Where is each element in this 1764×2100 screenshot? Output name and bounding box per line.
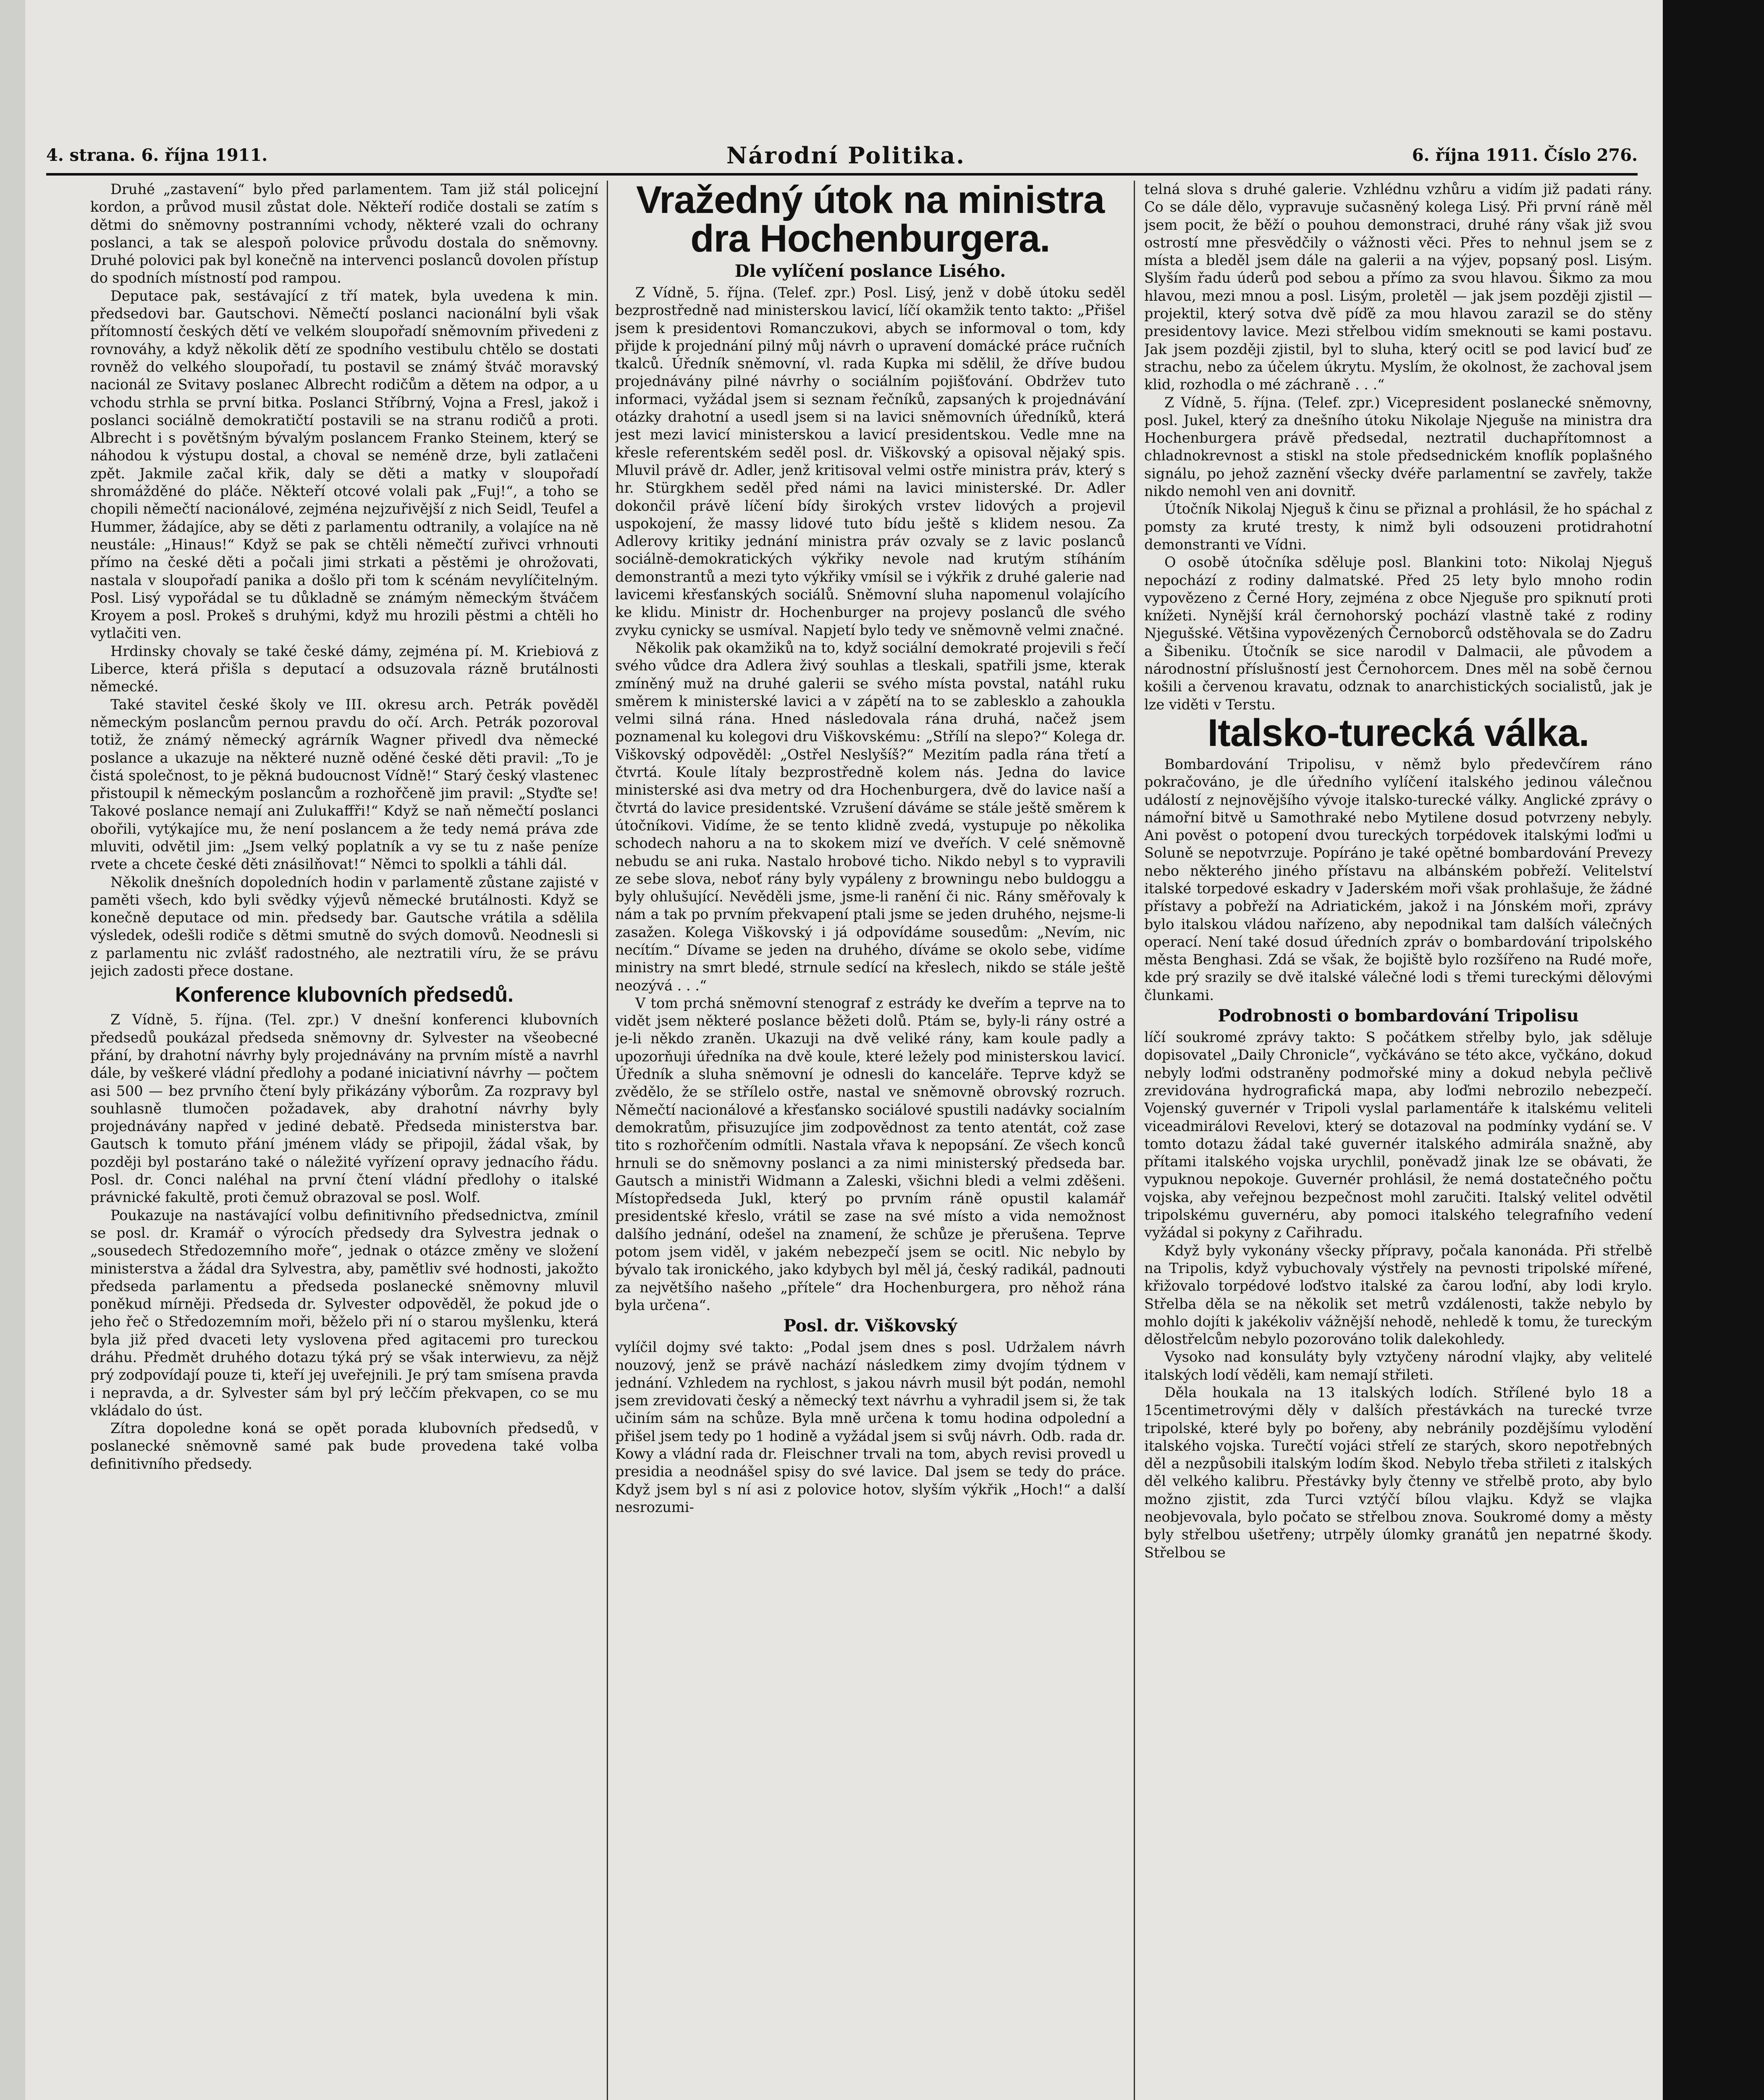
article-paragraph: Bombardování Tripolisu, v němž bylo předevčírem ráno pokračováno, je dle úředního vylíčení italského jedinou válečnou událostí z nejnovějšího vývoje italsko-turecké války. Anglické zprávy o námořní bitvě u Samothraké nebo Mytilene dosud potvrzeny nebyly. Ani pověst o potopení dvou tureckých torpédovek italskými loďmi u Soluně se nepotvrzuje. Popíráno je také opětné bombardování Prevezy nebo některého jiného přístavu na albánském pobřeží. Velitelství italské torpedové eskadry v Jaderském moři však prohlašuje, že žádné přístavy a pobřeží na Adriatickém, jakož i na Jónském moři, zprávy bylo italskou vládou nařízeno, aby nepodnikal tam dalších válečných operací. Není také dosud úředních zpráv o bombardování tripolského města Benghasi. Zdá se však, že bojiště bylo rozšířeno na Rudé moře, kde prý srazily se dvě italské válečné lodi s třemi tureckými dělovými člunkami. [1144, 756, 1652, 1003]
column-divider [1134, 181, 1135, 2100]
article-paragraph: Několik pak okamžiků na to, když sociální demokraté projevili s řečí svého vůdce dra Adlera živý souhlas a tleskali, spatřili jsme, kterak zmíněný muž na druhé galerii se svého místa povstal, natáhl ruku směrem k ministerské lavici a v zápětí na to se zablesklo a zahoukla velmi silná rána. Hned následovala rána druhá, načež jsem poznamenal ku kolegovi dru Viškovskému: „Střílí na slepo?“ Kolega dr. Viškovský odpověděl: „Ostřel Neslyšíš?“ Mezitím padla rána třetí a čtvrtá. Koule lítaly bezprostředně kolem nás. Jedna do lavice ministerské asi dva metry od dra Hochenburgera, dvě do lavice naší a čtvrtá do lavice presidentské. Vzrušení dáváme se stále ještě směrem k útočníkovi. Vidíme, že se tento klidně zvedá, vystupuje po několika schodech nahoru a na to skokem mizí ve dveřích. V celé sněmovně nebudu se ani ruka. Nastalo hrobové ticho. Nikdo nebyl s to vypravili ze sebe slova, neboť rány byly vypáleny z browningu nebo buldoggu a byly ohlušující. Nevěděli jsme, jsme-li ranění či nic. Rány směřovaly k nám a tak po prvním překvapení ptali jsme se jeden druhého, nejsme-li zasažen. Kolega Viškovský i já odpovídáme sousedům: „Nevím, nic necítím.“ Dívame se jeden na druhého, díváme se okolo sebe, vidíme ministry na smrt bledé, strnule sedící na křeslech, nikdo se stále ještě neozývá . . .“ [615, 639, 1125, 994]
article-paragraph: Druhé „zastavení“ bylo před parlamentem. Tam již stál policejní kordon, a průvod musil zůstat dole. Někteří rodiče dostali se zatím s dětmi do sněmovny postranními vchody, některé vzali do ochrany poslanci, a tak se alespoň polovice průvodu dostala do sněmovny. Druhé polovici pak byl konečně na intervenci poslanců dovolen přístup do spodních místností pod rampou. [90, 181, 598, 286]
headline-konference: Konference klubovních předsedů. [175, 983, 514, 1007]
header-left: 4. strana. 6. října 1911. [46, 145, 268, 165]
column-divider [607, 181, 608, 2100]
subheadline: Dle vylíčení poslance Lisého. [734, 261, 1006, 281]
column-1 [90, 181, 598, 2100]
article-paragraph: líčí soukromé zprávy takto: S počátkem střelby bylo, jak sděluje dopisovatel „Daily Chronicle“, vyčkáváno se této akce, vyčkáno, dokud nebyly loďmi odstraněny podmořské miny a dokud nebyla pečlivě zrevidována hydrografická mapa, aby loďmi nebrozilo nebezpečí. Vojenský guvernér v Tripoli vyslal parlamentáře k italskému veliteli viceadmirálovi Revelovi, který se dotazoval na podmínky vydání se. V tomto dotazu žádal také guvernér italského admirála snažně, aby přítami italského vojska urychlil, poněvadž jinak lze se obávati, že vypuknou nepokoje. Guvernér prohlásil, že nemá dostatečného počtu vojska, aby veřejnou bezpečnost mohl zaručiti. Italský velitel odvětil tripolskému guvernéru, aby pomoci italského telegrafního vedení vyžádal si pokyny z Cařihradu. [1144, 1029, 1652, 1241]
subheadline-viskovsky: Posl. dr. Viškovský [783, 1316, 957, 1336]
column-2 [615, 181, 1125, 2100]
article-paragraph: Také stavitel české školy ve III. okresu arch. Petrák pověděl německým poslancům pernou pravdu do očí. Arch. Petrák pozoroval totiž, že známý německý agrárník Wagner přivedl dva německé poslance a ukazuje na některé nuzně oděné české děti pravil: „To je čistá společnost, to je pěkná budoucnost Vídně!“ Starý český vlastenec přistoupil k německým poslancům a rozhořčeně jim pravil: „Styďte se! Takové poslance nemají ani Zulukaffři!“ Když se naň němečtí poslanci obořili, vytýkajíce mu, že není poslancem a že tedy nemá práva zde mluviti, odvětil jim: „Jsem velký poplatník a vy se tu z naše peníze rvete a chcete české děti znásilňovat!“ Němci to spolkli a táhli dál. [90, 696, 598, 873]
article-paragraph: Několik dnešních dopoledních hodin v parlamentě zůstane zajisté v paměti všech, kdo byli svědky výjevů německé brutálnosti. Když se konečně deputace od min. předsedy bar. Gautsche vrátila a sdělila výsledek, odešli rodiče s dětmi smutně do svých domovů. Neodnesli si z parlamentu nic zvlášť radostného, ale neztratili víru, že se právu jejich zadosti přece dostane. [90, 874, 598, 979]
article-paragraph: Z Vídně, 5. října. (Telef. zpr.) Vicepresident poslanecké sněmovny, posl. Jukel, který za dnešního útoku Nikolaje Njeguše na ministra dra Hochenburgera právě předsedal, neztratil duchapřítomnost a chladnokrevnost a stiskl na stole předsednickém knoflík poplašného signálu, po jehož zaznění všecky dvéře parlamentní se zavřely, takže nikdo nemohl ven ani dovnitř. [1144, 394, 1652, 500]
article-paragraph: Útočník Nikolaj Njeguš k činu se přiznal a prohlásil, že ho spáchal z pomsty za kruté tresty, k nimž byli odsouzeni protidrahotní demonstranti ve Vídni. [1144, 501, 1652, 553]
masthead-title: Národní Politika. [726, 142, 966, 169]
header-right: 6. října 1911. Číslo 276. [1412, 145, 1638, 165]
scan-left-margin [0, 0, 25, 2100]
headline-italsko-turecka-valka: Italsko-turecká válka. [1207, 711, 1589, 754]
article-paragraph: Vysoko nad konsuláty byly vztyčeny národní vlajky, aby velitelé italských lodí věděli, kam nemají střileti. [1144, 1349, 1652, 1383]
article-paragraph: Deputace pak, sestávající z tří matek, byla uvedena k min. předsedovi bar. Gautschovi. Němečtí poslanci nacionální byli však přítomností českých dětí ve velkém sloupořadí sněmovním přivedeni z rovnováhy, a když několik dětí ze spodního vestibulu chtělo se dostati rovněž do velkého sloupořadí, tu postavil se známý štváč moravský nacionál ze Svitavy poslanec Albrecht rodičům a dětem na odpor, a u vchodu strhla se první bitka. Poslanci Stříbrný, Vojna a Fresl, jakož i poslanci sociálně demokratičtí postavili se na stranu rodičů a proti. Albrecht i s povětšným bývalým poslancem Franko Steinem, který se náhodou k výstupu dostal, a choval se neméně drze, byli zatlačeni zpět. Jakmile začal křik, daly se děti a matky v sloupořadí shromážděné do pláče. Někteří otcové volali pak „Fuj!“, a toho se chopili němečtí nacionálové, zejména nejzuřivější z nich Seidl, Teufel a Hummer, žádajíce, aby se děti z parlamentu odtranily, a volajíce na ně neustále: „Hinaus!“ Když se pak se chtěli němečtí zuřivci vrhnouti přímo na české děti a počali jimi strkati a pěstěmi je ohrožovati, nastala v sloupořadí panika a došlo při tom k scénám nevylíčitelným. Posl. Lisý vypořádal se tu důkladně se známým německým štváčem Kroyem a posl. Prokeš s druhými, když mu hrozili pěstmi a chtěli ho vytlačiti ven. [90, 287, 598, 642]
article-paragraph: Z Vídně, 5. října. (Tel. zpr.) V dnešní konferenci klubovních předsedů poukázal předseda sněmovny dr. Sylvester na všeobecné přání, by drahotní návrhy byly projednávány na prvním místě a navrhl dále, by veškeré vládní předlohy a podané iniciativní návrhy — počtem asi 500 — bez prvního čtení byly přikázány výborům. Za rozpravy byl souhlasně tlumočen požadavek, aby drahotní návrhy byly projednávány napřed v jediné debatě. Předseda ministerstva bar. Gautsch k tomuto přání jménem vlády se připojil, žádal však, by později byl postaráno také o náležité vyřízení opravy jednacího řádu. Posl. dr. Conci naléhal na první čtení vládní předlohy o italské právnické fakultě, proti čemuž obrazoval se posl. Wolf. [90, 1011, 598, 1206]
article-paragraph: Poukazuje na nastávající volbu definitivního předsednictva, zmínil se posl. dr. Kramář o výrocích předsedy dra Sylvestra jednak o „sousedech Středozemního moře“, jednak o otázce změny ve složení ministerstva a žádal dra Sylvestra, aby, pamětliv své hodnosti, jakožto předseda parlamentu a předseda poslanecké sněmovny mluvil poněkud mírněji. Předseda dr. Sylvester odpověděl, že pokud jde o jeho řeč o Středozemním moři, běželo při ní o starou myšlenku, která byla již před dvaceti lety vyslovena před agitacemi pro tureckou dráhu. Předmět druhého dotazu týká prý se však interwievu, za nějž prý zodpovídají pouze ti, kteří jej uveřejnili. Je prý tam smísena pravda i nepravda, a dr. Sylvester sám byl prý leččím překvapen, co se mu vkládalo do úst. [90, 1207, 598, 1419]
article-paragraph: telná slova s druhé galerie. Vzhlédnu vzhůru a vidím již padati rány. Co se dále dělo, vypravuje sučasněný kolega Lisý. Při první ráně měl jsem pocit, že běží o pouhou demonstraci, druhé rány však již svou ostrostí mne přesvědčily o vážnosti věci. Přes to nehnul jsem se z místa a bleděl jsem dále na galerii a na výjev, popsaný posl. Lisým. Slyším řadu úderů pod sebou a přímo za svou hlavou. Šikmo za mou hlavou, mezi mnou a posl. Lisým, proletěl — jak jsem později zjistil — projektil, který sotva dvě píďě za mou hlavou zarazil se do stěny presidentovy lavice. Mezi střelbou vidím smeknouti se kami postavu. Jak jsem později zjistil, byl to sluha, který ocitl se pod lavicí buď ze strachu, nebo za účelem úkrytu. Myslím, že okolnost, že zachoval jsem klid, rozhodla o mé záchraně . . .“ [1144, 181, 1652, 393]
scan-right-margin [1663, 0, 1764, 2100]
article-paragraph: vylíčil dojmy své takto: „Podal jsem dnes s posl. Udržalem návrh nouzový, jenž se právě nachází následkem zimy dvojím týdnem v jednání. Vzhledem na rychlost, s jakou návrh musil být podán, nemohl jsem zrevidovati český a německý text návrhu a vyhradil jsem si, že tak učiním sám na schůze. Byla mně určena k tomu hodina odpolední a přišel jsem tedy po 1 hodině a vyžádal jsem si svůj návrh. Odb. rada dr. Kowy a vládní rada dr. Fleischner trvali na tom, abych revisi provedl u presidia a neodnášel spisy do své lavice. Dal jsem se tedy do práce. Když jsem byl s ní asi z polovice hotov, slyším výkřik „Hoch!“ a další nesrozumi- [615, 1339, 1125, 1515]
article-paragraph: Děla houkala na 13 italských lodích. Střílené bylo 18 a 15centimetrovými děly v dalších přestávkách na turecké tvrze tripolské, které byly po bořeny, aby nebránily pozdějšímu vylodění italského vojska. Turečtí vojáci střelí ze starých, skoro nepotřebných děl a nezpůsobili italským lodím škod. Nebylo třeba střileti z italských děl velkého kalibru. Přestávky byly čtenny ve střelbě proto, aby bylo možno zjistit, zda Turci vztýčí bílou vlajku. Když se vlajka neobjevovala, bylo počato se střelbou znova. Soukromé domy a městy byly střelbou ušetřeny; utrpěly úlomky granátů jen nepatrné škody. Střelbou se [1144, 1384, 1652, 1561]
article-paragraph: V tom prchá sněmovní stenograf z estrády ke dveřím a teprve na to vidět jsem některé poslance běžeti dolů. Ptám se, byly-li rány ostré a je-li někdo zraněn. Ukazuji na dvě veliké rány, kam koule padly a upozorňuji úředníka na dvě koule, které ležely pod ministerskou lavicí. Úředník a sluha sněmovní je odnesli do kanceláře. Teprve když se zvědělo, že se střílelo ostře, nastal ve sněmovně obrovský rozruch. Němečtí nacionálové a křesťansko sociálové spustili nadávky socialním demokratům, přisuzujíce jim zodpovědnost za tento atentát, což zase tito s rozhořčením odmítli. Nastala vřava k nepopsání. Ze všech konců hrnuli se do sněmovny poslanci a za nimi ministerský předseda bar. Gautsch a ministři Widmann a Zaleski, všichni bledi a velmi zděšeni. Místopředseda Jukl, který po prvním ráně opustil kalamář presidentské křeslo, vrátil se zase na své místo a vida nemožnost dalšího jednání, odešel na znamení, že schůze je přerušena. Teprve potom jsem viděl, v jakém nebezpečí jsem se ocitl. Nic nebylo by bývalo tak ironického, jako kdybych byl měl já, český radikál, padnouti za největšího našeho „přítele“ dra Hochenburgera, pro něhož rána byla určena“. [615, 995, 1125, 1313]
subheadline-podrobnosti: Podrobnosti o bombardování Tripolisu [1218, 1006, 1579, 1026]
article-paragraph: Zítra dopoledne koná se opět porada klubovních předsedů, v poslanecké sněmovně samé pak bude provedena také volba definitivního předsedy. [90, 1420, 598, 1472]
page-header [46, 142, 1638, 171]
header-rule [46, 173, 1638, 176]
headline-vrazedny-utok: Vražedný útok na ministra dra Hochenburgera. [636, 181, 1105, 260]
article-paragraph: Z Vídně, 5. října. (Telef. zpr.) Posl. Lisý, jenž v době útoku seděl bezprostředně nad ministerskou lavicí, líčí okamžik tento takto: „Přišel jsem k presidentovi Romanczukovi, abych se informoval o tom, kdy přijde k projednání pilný můj návrh o upravení domácké práce ručních tkalců. Úředník sněmovní, vl. rada Kupka mi sdělil, že dříve budou projednávány pilné návrhy o sociálním pojišťování. Obdržev tuto informaci, vyžádal jsem si seznam řečníků, zapsaných k projednávání otázky drahotní a usedl jsem si na lavici sněmovních úředníků, která jest mezi lavicí ministerskou a lavicí presidentskou. Vedle mne na křesle referentském seděl posl. dr. Viškovský a opisoval nějaký spis. Mluvil právě dr. Adler, jenž kritisoval velmi ostře ministra práv, který s hr. Stürgkhem seděl před námi na lavici ministerské. Dr. Adler dokončil právě líčení bídy širokých vrstev lidových a projevil uspokojení, že massy lidové tuto bídu ještě s klidem nesou. Za Adlerovy kritiky jednání ministra práv ozvaly se z lavic poslanců sociálně-demokratických výkřiky nevole nad krutým stíháním demonstrantů a mezi tyto výkřiky vmísil se i výkřik z druhé galerie nad lavicemi křesťanských sociálů. Sněmovní sluha napomenul volajícího ke klidu. Ministr dr. Hochenburger na projevy poslanců dle svého zvyku cynicky se usmíval. Napjetí bylo tedy ve sněmovně velmi značné. [615, 284, 1125, 638]
column-3 [1144, 181, 1652, 2100]
article-paragraph: O osobě útočníka sděluje posl. Blankini toto: Nikolaj Njeguš nepochází z rodiny dalmatské. Před 25 lety bylo mnoho rodin vypovězeno z Černé Hory, zejména z obce Njeguše pro spiknutí proti knížeti. Nynější král černohorský pochází vlastně také z rodiny Njegušské. Většina vypovězených Černoborců odstěhovala se do Zadru a Šibeniku. Útočník se sice narodil v Dalmacii, ale původem a národnostní příslušností jest Černohorcem. Dnes měl na sobě černou košili a červenou kravatu, odznak to anarchistických socialistů, jak je lze viděti v Terstu. [1144, 554, 1652, 713]
article-paragraph: Hrdinsky chovaly se také české dámy, zejména pí. M. Kriebiová z Liberce, která přišla s deputací a odsuzovala rázně brutálnosti německé. [90, 643, 598, 695]
article-paragraph: Když byly vykonány všecky přípravy, počala kanonáda. Při střelbě na Tripolis, když vybuchovaly výstřely na pevnosti tripolské mířené, křižovalo torpédové loďstvo italské za čarou loďní, aby lodi krylo. Střelba děla se na několik set metrů vzdálenosti, takže nebylo by mohlo dojíti k jakékoliv vážnější nehodě, nehledě k tomu, že tureckým dělostřelcům nebylo pozorováno tolik dalekohledy. [1144, 1242, 1652, 1348]
